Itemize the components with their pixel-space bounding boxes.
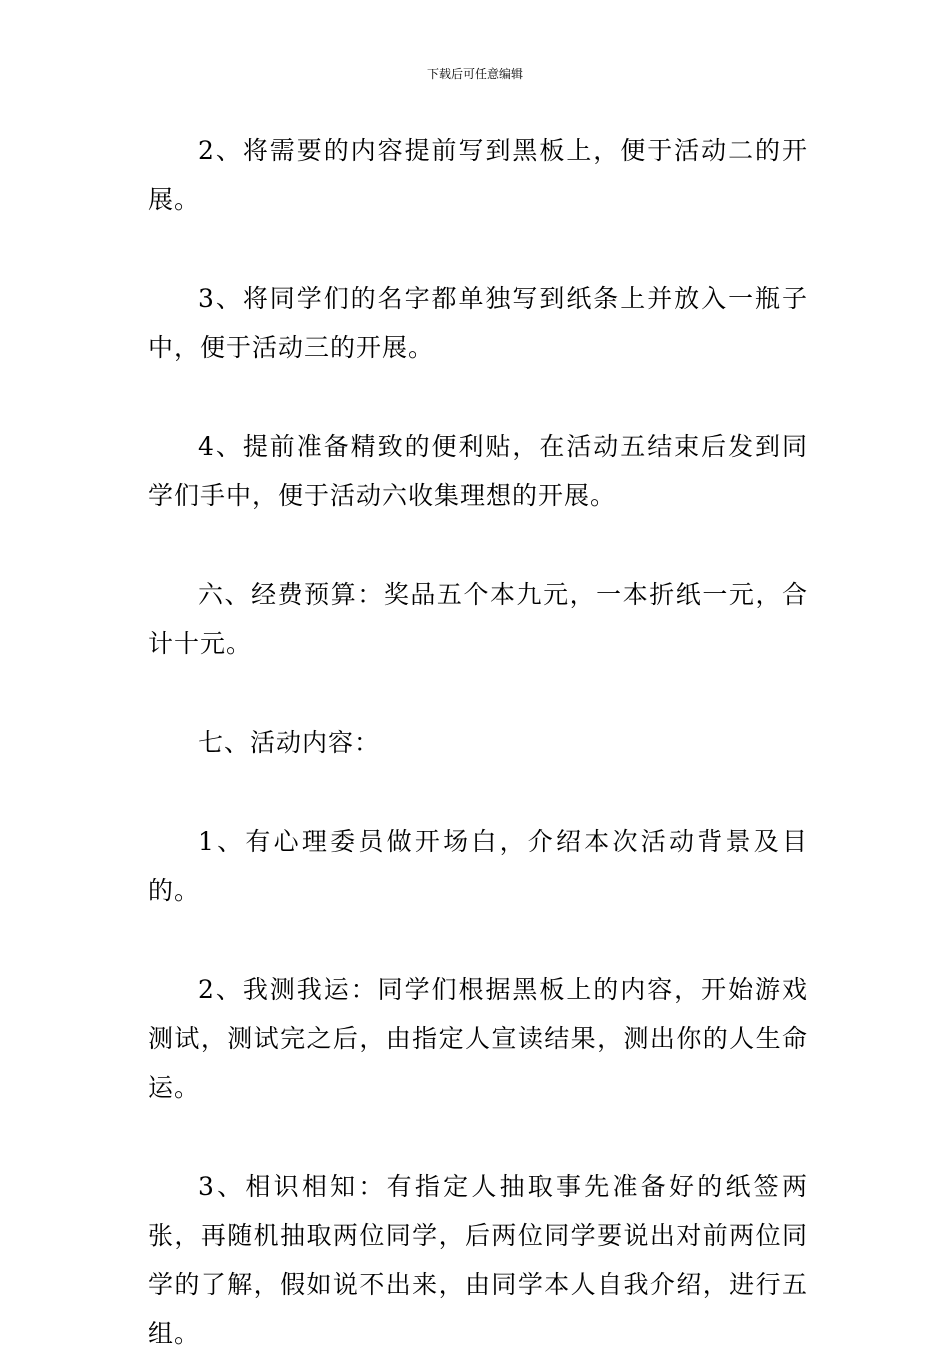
page-header-note: 下载后可任意编辑 [426,67,523,81]
paragraph-prep-4: 4、提前准备精致的便利贴，在活动五结束后发到同学们手中，便于活动六收集理想的开展。 [148,432,808,510]
paragraph-prep-2: 2、将需要的内容提前写到黑板上，便于活动二的开展。 [148,136,808,214]
paragraph-activity-2: 2、我测我运：同学们根据黑板上的内容，开始游戏测试，测试完之后，由指定人宣读结果，测出你的人生命运。 [148,975,808,1102]
paragraph-prep-3: 3、将同学们的名字都单独写到纸条上并放入一瓶子中，便于活动三的开展。 [148,284,808,362]
paragraph-activity-heading: 七、活动内容： [198,728,381,757]
paragraph-activity-3: 3、相识相知：有指定人抽取事先准备好的纸签两张，再随机抽取两位同学，后两位同学要说出对前两位同学的了解，假如说不出来，由同学本人自我介绍，进行五组。 [148,1172,808,1348]
paragraph-budget: 六、经费预算：奖品五个本九元，一本折纸一元，合计十元。 [148,580,808,658]
paragraph-activity-1: 1、有心理委员做开场白，介绍本次活动背景及目的。 [148,827,808,905]
document-body [148,126,808,1358]
